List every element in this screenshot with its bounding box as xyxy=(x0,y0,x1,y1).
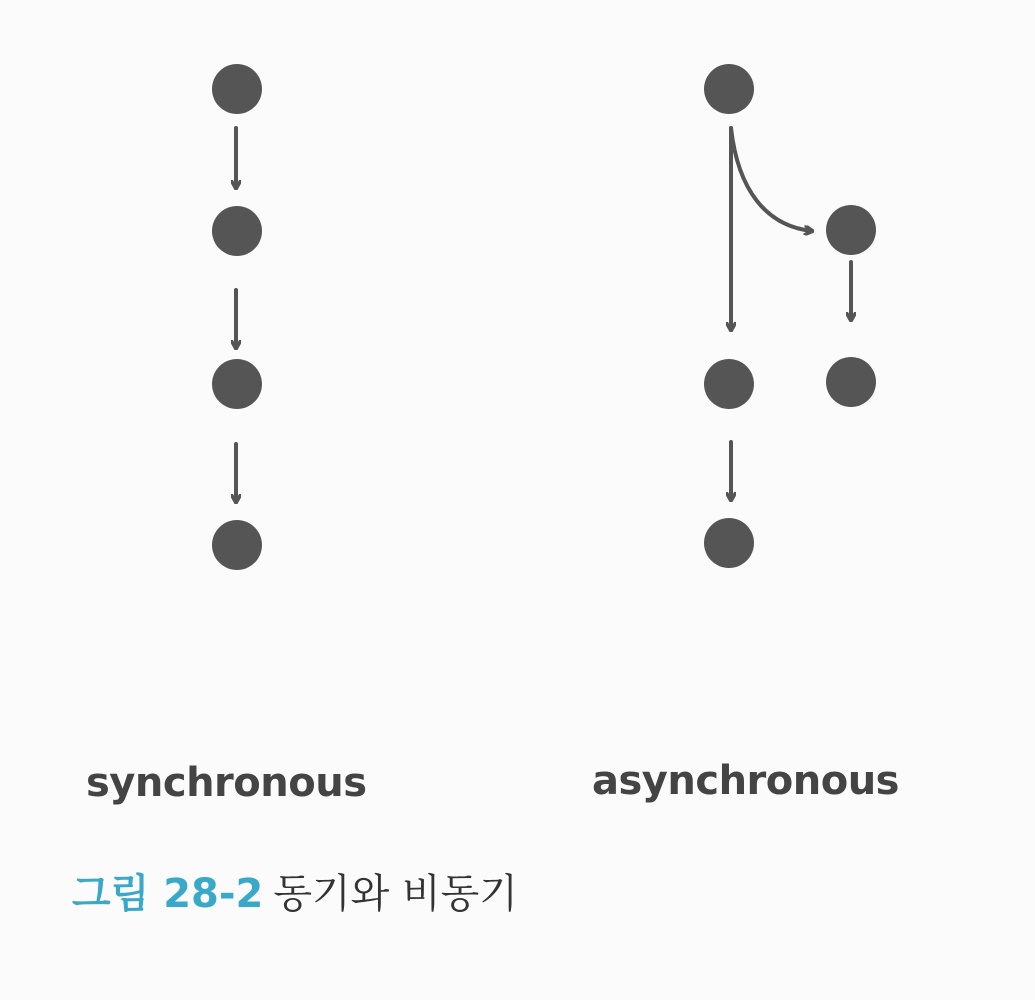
sync-node-3 xyxy=(212,359,262,409)
async-branch-arrow xyxy=(731,128,812,231)
async-branch-node-2 xyxy=(826,357,876,407)
sync-flow xyxy=(212,64,262,570)
figure-title: 동기와 비동기 xyxy=(273,871,518,917)
async-node-1 xyxy=(704,64,754,114)
async-label: asynchronous xyxy=(592,758,899,804)
async-node-3 xyxy=(704,518,754,568)
async-node-2 xyxy=(704,359,754,409)
async-flow xyxy=(704,64,876,568)
sync-node-2 xyxy=(212,206,262,256)
async-branch-node-1 xyxy=(826,205,876,255)
figure-number: 그림 28-2 xyxy=(72,871,264,917)
sync-node-4 xyxy=(212,520,262,570)
sync-label: synchronous xyxy=(86,760,367,806)
sync-node-1 xyxy=(212,64,262,114)
figure-caption xyxy=(72,862,518,919)
